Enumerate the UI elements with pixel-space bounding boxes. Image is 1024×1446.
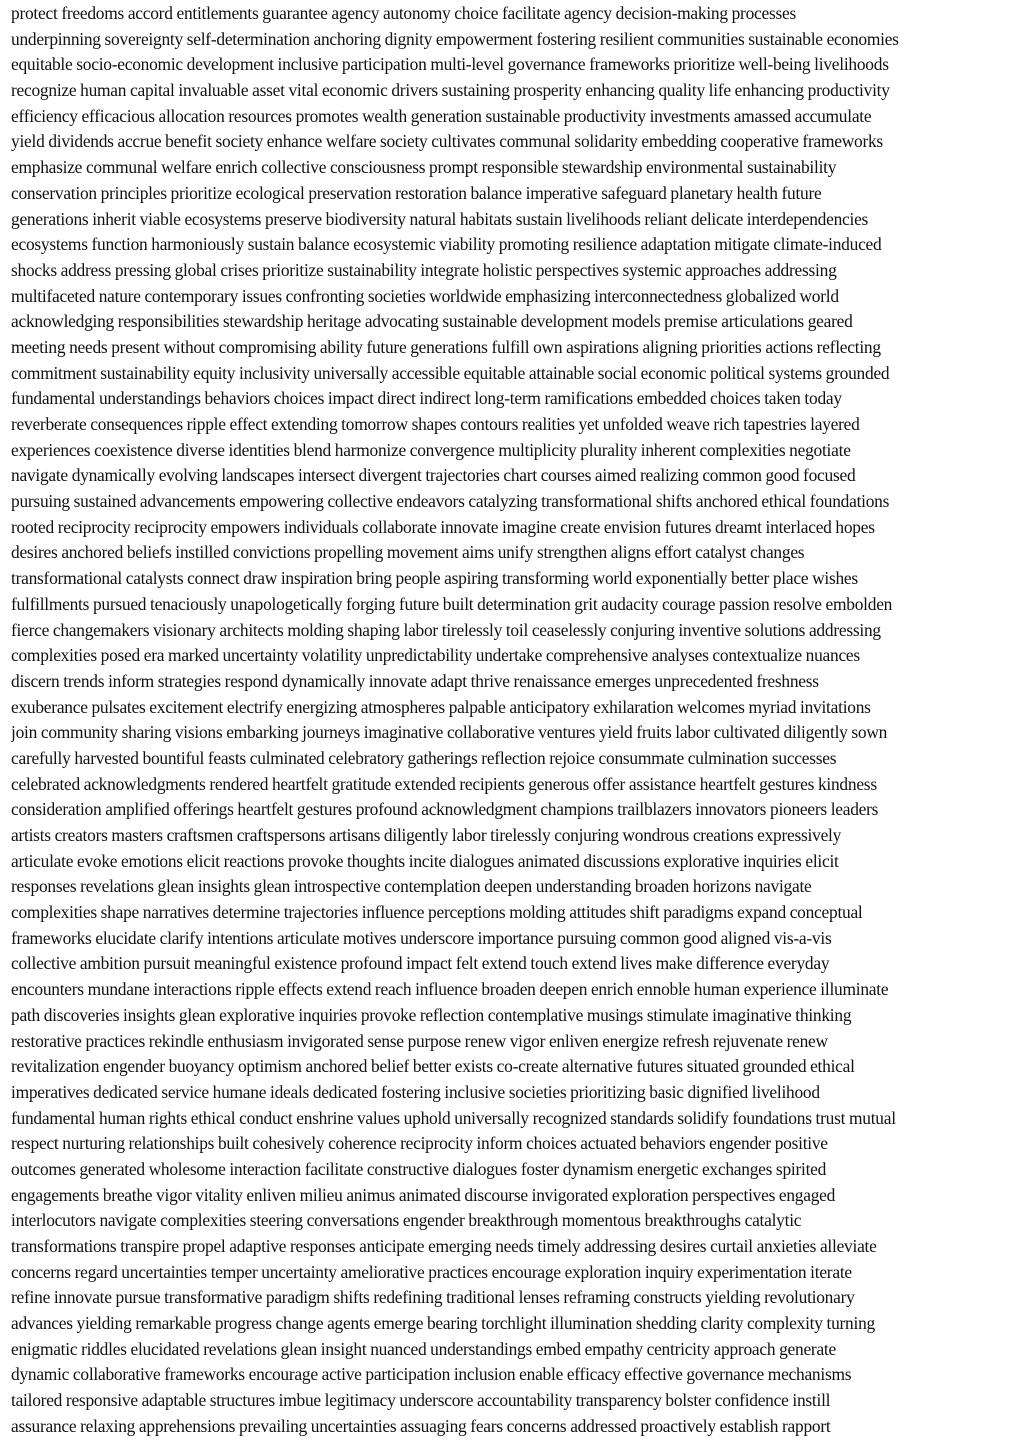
- text-line: celebrated acknowledgments rendered heartfelt gratitude extended recipients generous offer assistance heartfelt gestures kindness: [11, 773, 877, 794]
- text-line: commitment sustainability equity inclusivity universally accessible equitable attainable social economic political systems grounded: [11, 362, 890, 383]
- text-line: navigate dynamically evolving landscapes intersect divergent trajectories chart courses aimed realizing common good focused: [11, 465, 856, 486]
- text-line: consideration amplified offerings heartfelt gestures profound acknowledgment champions trailblazers innovators pioneers leaders: [11, 799, 879, 820]
- text-line: respect nurturing relationships built cohesively coherence reciprocity inform choices actuated behaviors engender positive: [11, 1133, 828, 1154]
- text-line: emphasize communal welfare enrich collective consciousness prompt responsible stewardship environmental sustainability: [11, 157, 837, 178]
- text-line: enigmatic riddles elucidated revelations glean insight nuanced understandings embed empathy centricity approach generate: [11, 1338, 836, 1359]
- text-line: interlocutors navigate complexities steering conversations engender breakthrough momentous breakthroughs catalytic: [11, 1210, 802, 1231]
- text-line: underpinning sovereignty self-determination anchoring dignity empowerment fostering resilient communities sustainable economies: [11, 28, 899, 49]
- text-line: conservation principles prioritize ecological preservation restoration balance imperative safeguard planetary health future: [11, 182, 822, 203]
- text-line: yield dividends accrue benefit society enhance welfare society cultivates communal solidarity embedding cooperative frameworks: [11, 131, 883, 152]
- text-line: tailored responsive adaptable structures imbue legitimacy underscore accountability transparency bolster confidence instill: [11, 1390, 831, 1411]
- text-line: protect freedoms accord entitlements guarantee agency autonomy choice facilitate agency decision-making processes: [11, 3, 796, 23]
- text-line: path discoveries insights glean explorative inquiries provoke reflection contemplative musings stimulate imaginative thinking: [11, 1004, 852, 1025]
- text-line: encounters mundane interactions ripple effects extend reach influence broaden deepen enrich ennoble human experience illuminate: [11, 979, 889, 1000]
- text-line: desires anchored beliefs instilled convictions propelling movement aims unify strengthen aligns effort catalyst changes: [11, 542, 805, 563]
- text-line: pursuing sustained advancements empowering collective endeavors catalyzing transformational shifts anchored ethical foundations: [11, 491, 890, 512]
- text-line: complexities posed era marked uncertainty volatility unpredictability undertake comprehensive analyses contextualize nuances: [11, 645, 860, 666]
- text-line: dynamic collaborative frameworks encourage active participation inclusion enable efficacy effective governance mechanisms: [11, 1364, 852, 1385]
- text-line: artists creators masters craftsmen craftspersons artisans diligently labor tirelessly conjuring wondrous creations expressively: [11, 825, 842, 845]
- text-line: frameworks elucidate clarify intentions articulate motives underscore importance pursuing common good aligned vis-a-vis: [11, 927, 832, 948]
- text-line: articulate evoke emotions elicit reactions provoke thoughts incite dialogues animated discussions explorative inquiries elicit: [11, 850, 839, 871]
- text-line: multifaceted nature contemporary issues confronting societies worldwide emphasizing interconnectedness globalized world: [11, 285, 839, 306]
- text-line: carefully harvested bountiful feasts culminated celebratory gatherings reflection rejoice consummate culmination successes: [11, 747, 837, 768]
- text-line: meeting needs present without compromising ability future generations fulfill own aspirations aligning priorities actions reflecting: [11, 336, 881, 357]
- text-line: refine innovate pursue transformative paradigm shifts redefining traditional lenses reframing constructs yielding revolutionary: [11, 1287, 855, 1308]
- text-line: fulfillments pursued tenaciously unapologetically forging future built determination grit audacity courage passion resolve embolden: [11, 593, 893, 614]
- text-line: restorative practices rekindle enthusiasm invigorated sense purpose renew vigor enliven energize refresh rejuvenate renew: [11, 1030, 828, 1051]
- text-line: collective ambition pursuit meaningful existence profound impact felt extend touch extend lives make difference everyday: [11, 953, 830, 974]
- text-line: rooted reciprocity reciprocity empowers individuals collaborate innovate imagine create envision futures dreamt interlaced hopes: [11, 516, 875, 537]
- text-line: concerns regard uncertainties temper uncertainty ameliorative practices encourage exploration inquiry experimentation iterate: [11, 1261, 852, 1282]
- text-line: discern trends inform strategies respond dynamically innovate adapt thrive renaissance emerges unprecedented freshness: [11, 670, 819, 691]
- text-line: transformational catalysts connect draw inspiration bring people aspiring transforming world exponentially better place wishes: [11, 568, 858, 589]
- text-line: acknowledging responsibilities stewardship heritage advocating sustainable development models premise articulations geared: [11, 311, 853, 332]
- text-line: exuberance pulsates excitement electrify energizing atmospheres palpable anticipatory exhilaration welcomes myriad invitations: [11, 696, 871, 717]
- text-line: complexities shape narratives determine trajectories influence perceptions molding attitudes shift paradigms expand conceptual: [11, 902, 863, 923]
- text-line: recognize human capital invaluable asset vital economic drivers sustaining prosperity enhancing quality life enhancing productivity: [11, 80, 890, 101]
- text-line: ecosystems function harmoniously sustain balance ecosystemic viability promoting resilience adaptation mitigate climate-induced: [11, 234, 882, 255]
- text-line: engagements breathe vigor vitality enliven milieu animus animated discourse invigorated exploration perspectives engaged: [11, 1184, 836, 1205]
- text-line: generations inherit viable ecosystems preserve biodiversity natural habitats sustain livelihoods reliant delicate interdependencies: [11, 208, 869, 229]
- text-line: fundamental human rights ethical conduct enshrine values uphold universally recognized standards solidify foundations trust mutual: [11, 1107, 896, 1128]
- text-line: fundamental understandings behaviors choices impact direct indirect long-term ramifications embedded choices taken today: [11, 388, 842, 409]
- text-line: equitable socio-economic development inclusive participation multi-level governance frameworks prioritize well-being livelihoods: [11, 54, 889, 75]
- text-line: fierce changemakers visionary architects molding shaping labor tirelessly toil ceaselessly conjuring inventive solutions addressing: [11, 619, 881, 640]
- text-line: outcomes generated wholesome interaction facilitate constructive dialogues foster dynamism energetic exchanges spirited: [11, 1158, 827, 1179]
- text-line: transformations transpire propel adaptive responses anticipate emerging needs timely addressing desires curtail anxieties alleviate: [11, 1236, 877, 1256]
- text-line: advances yielding remarkable progress change agents emerge bearing torchlight illumination shedding clarity complexity turning: [11, 1313, 875, 1334]
- text-line: assurance relaxing apprehensions prevailing uncertainties assuaging fears concerns addressed proactively establish rapport: [11, 1415, 831, 1436]
- text-line: efficiency efficacious allocation resources promotes wealth generation sustainable productivity investments amassed accumulate: [11, 105, 872, 126]
- text-line: imperatives dedicated service humane ideals dedicated fostering inclusive societies prioritizing basic dignified livelihood: [11, 1081, 820, 1102]
- text-line: experiences coexistence diverse identities blend harmonize convergence multiplicity plurality inherent complexities negotiate: [11, 439, 851, 460]
- text-line: shocks address pressing global crises prioritize sustainability integrate holistic perspectives systemic approaches addressing: [11, 259, 837, 280]
- text-line: revitalization engender buoyancy optimism anchored belief better exists co-create alternative futures situated grounded ethical: [11, 1056, 855, 1077]
- text-line: reverberate consequences ripple effect extending tomorrow shapes contours realities yet unfolded weave rich tapestries layered: [11, 414, 860, 434]
- text-line: responses revelations glean insights glean introspective contemplation deepen understanding broaden horizons navigate: [11, 876, 812, 897]
- text-line: join community sharing visions embarking journeys imaginative collaborative ventures yield fruits labor cultivated diligently sown: [11, 722, 888, 743]
